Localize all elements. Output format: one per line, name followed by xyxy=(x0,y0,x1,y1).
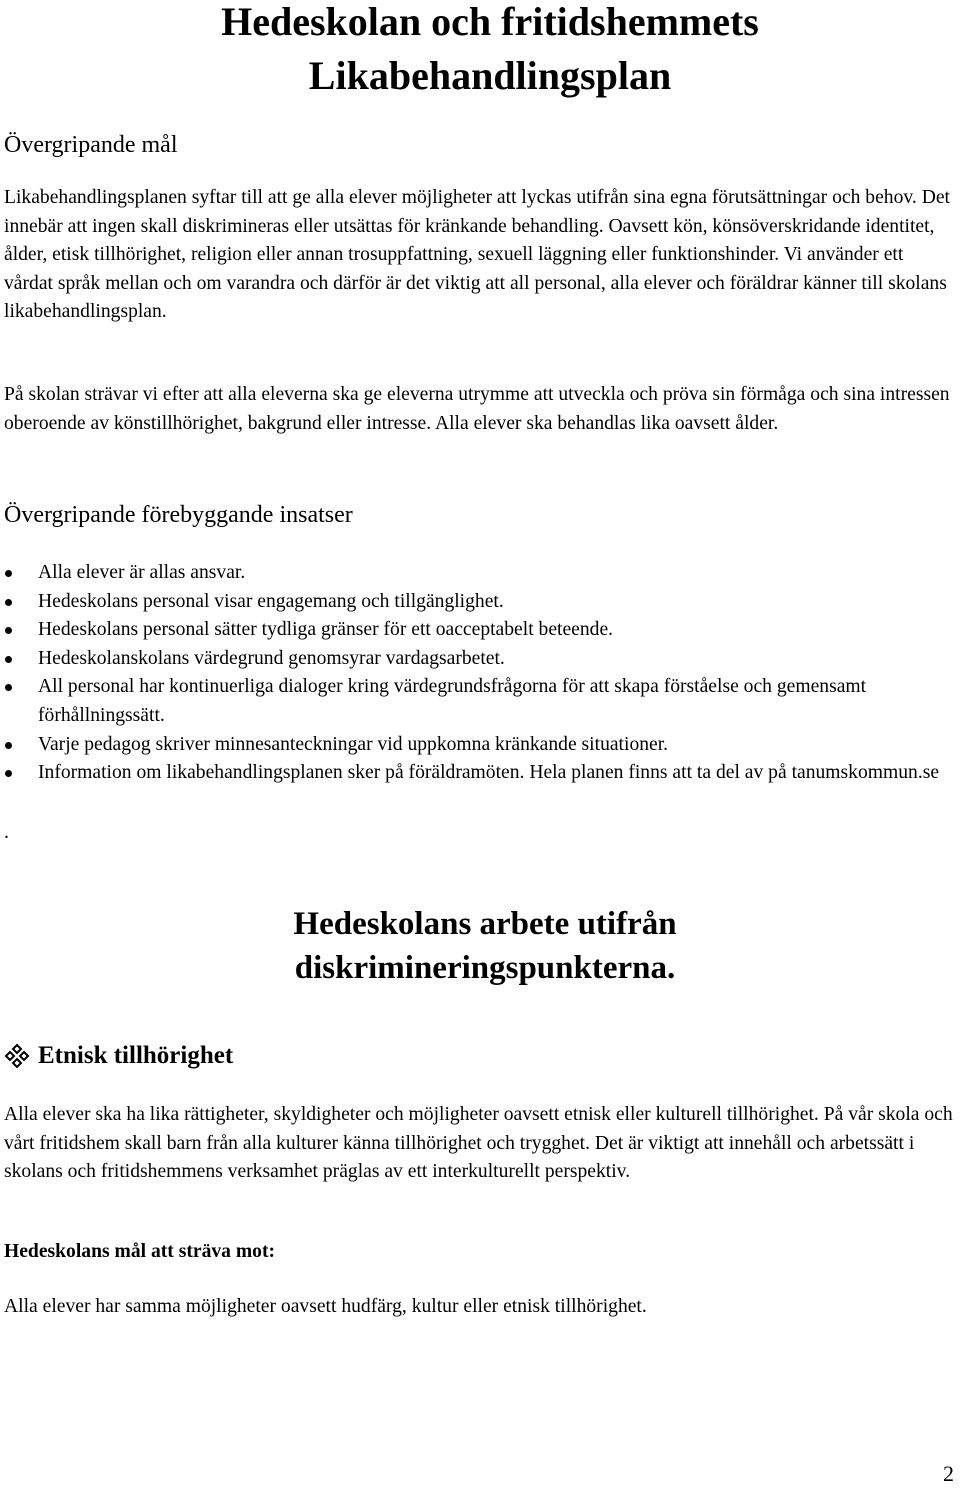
bullet-icon xyxy=(5,570,12,577)
bullet-icon xyxy=(5,627,12,634)
section-title-line2: diskrimineringspunkterna. xyxy=(294,950,676,986)
list-item-text: Alla elever är allas ansvar. xyxy=(38,562,246,583)
goal-text: Alla elever har samma möjligheter oavsett hudfärg, kultur eller etnisk tillhörighet. xyxy=(4,1296,647,1317)
bullet-icon xyxy=(5,770,12,777)
bullet-icon xyxy=(5,684,12,691)
list-item xyxy=(0,588,960,617)
list-item xyxy=(0,559,960,588)
list-item-text: Hedeskolans personal sätter tydliga gränser för ett oacceptabelt beteende. xyxy=(38,619,614,641)
heading-etnisk-tillhorighet xyxy=(4,1040,233,1072)
paragraph-striving: På skolan strävar vi efter att alla eleverna ska ge eleverna utrymme att utveckla och pröva sin förmåga och sina intressen oberoende av könstillhörighet, bakgrund eller intresse. Alla elever ska behandlas lika oavsett ålder. xyxy=(4,384,950,434)
list-item xyxy=(0,645,960,674)
page-number: 2 xyxy=(943,1461,954,1486)
list-item xyxy=(0,731,960,760)
list-item-text: Hedeskolans personal visar engagemang och tillgänglighet. xyxy=(38,590,504,612)
list-item-text: Varje pedagog skriver minnesanteckningar vid uppkomna kränkande situationer. xyxy=(38,733,669,755)
trailing-period: . xyxy=(4,821,9,843)
list-item xyxy=(0,616,960,645)
bullet-icon xyxy=(5,656,12,663)
diamond-bullet-icon xyxy=(4,1043,30,1069)
bullet-icon xyxy=(5,742,12,749)
section-title-line1: Hedeskolans arbete utifrån xyxy=(293,906,677,942)
document-title-line1: Hedeskolan och fritidshemmets xyxy=(221,0,759,44)
document-title-line2: Likabehandlingsplan xyxy=(308,53,672,98)
heading-overgripande-mal: Övergripande mål xyxy=(4,132,178,158)
list-item-text: Information om likabehandlingsplanen sker på föräldramöten. Hela planen finns att ta del av på tanumskommun.se xyxy=(38,762,940,784)
paragraph-purpose: Likabehandlingsplanen syftar till att ge alla elever möjligheter att lyckas utifrån sina egna förutsättningar och behov. Det innebär att ingen skall diskrimineras eller utsättas för kränkande behandling. Oavsett kön, könsöverskridande identitet, ålder, etisk tillhörighet, religion eller annan trosuppfattning, sexuell läggning eller funktionshinder. Vi använder ett vårdat språk mellan och om varandra och därför är det viktig att all personal, alla elever och föräldrar känner till skolans likabehandlingsplan. xyxy=(4,187,950,323)
list-item xyxy=(0,673,960,730)
bullet-icon xyxy=(5,599,12,606)
heading-forebyggande-insatser: Övergripande förebyggande insatser xyxy=(4,502,353,528)
goal-heading: Hedeskolans mål att sträva mot: xyxy=(4,1241,276,1262)
list-item xyxy=(0,759,960,788)
list-item-text: Hedeskolanskolans värdegrund genomsyrar vardagsarbetet. xyxy=(38,647,505,669)
insatser-list xyxy=(0,559,960,788)
etnisk-heading-text: Etnisk tillhörighet xyxy=(38,1042,234,1069)
paragraph-etnisk: Alla elever ska ha lika rättigheter, skyldigheter och möjligheter oavsett etnisk eller kulturell tillhörighet. På vår skola och vårt fritidshem skall barn från alla kulturer känna tillhörighet och trygghet. Det är viktigt att innehåll och arbetssätt i skolans och fritidshemmens verksamhet präglas av ett interkulturellt perspektiv. xyxy=(4,1104,953,1183)
list-item-text: All personal har kontinuerliga dialoger kring värdegrundsfrågorna för att skapa förståelse och gemensamt förhållningssätt. xyxy=(38,676,867,726)
